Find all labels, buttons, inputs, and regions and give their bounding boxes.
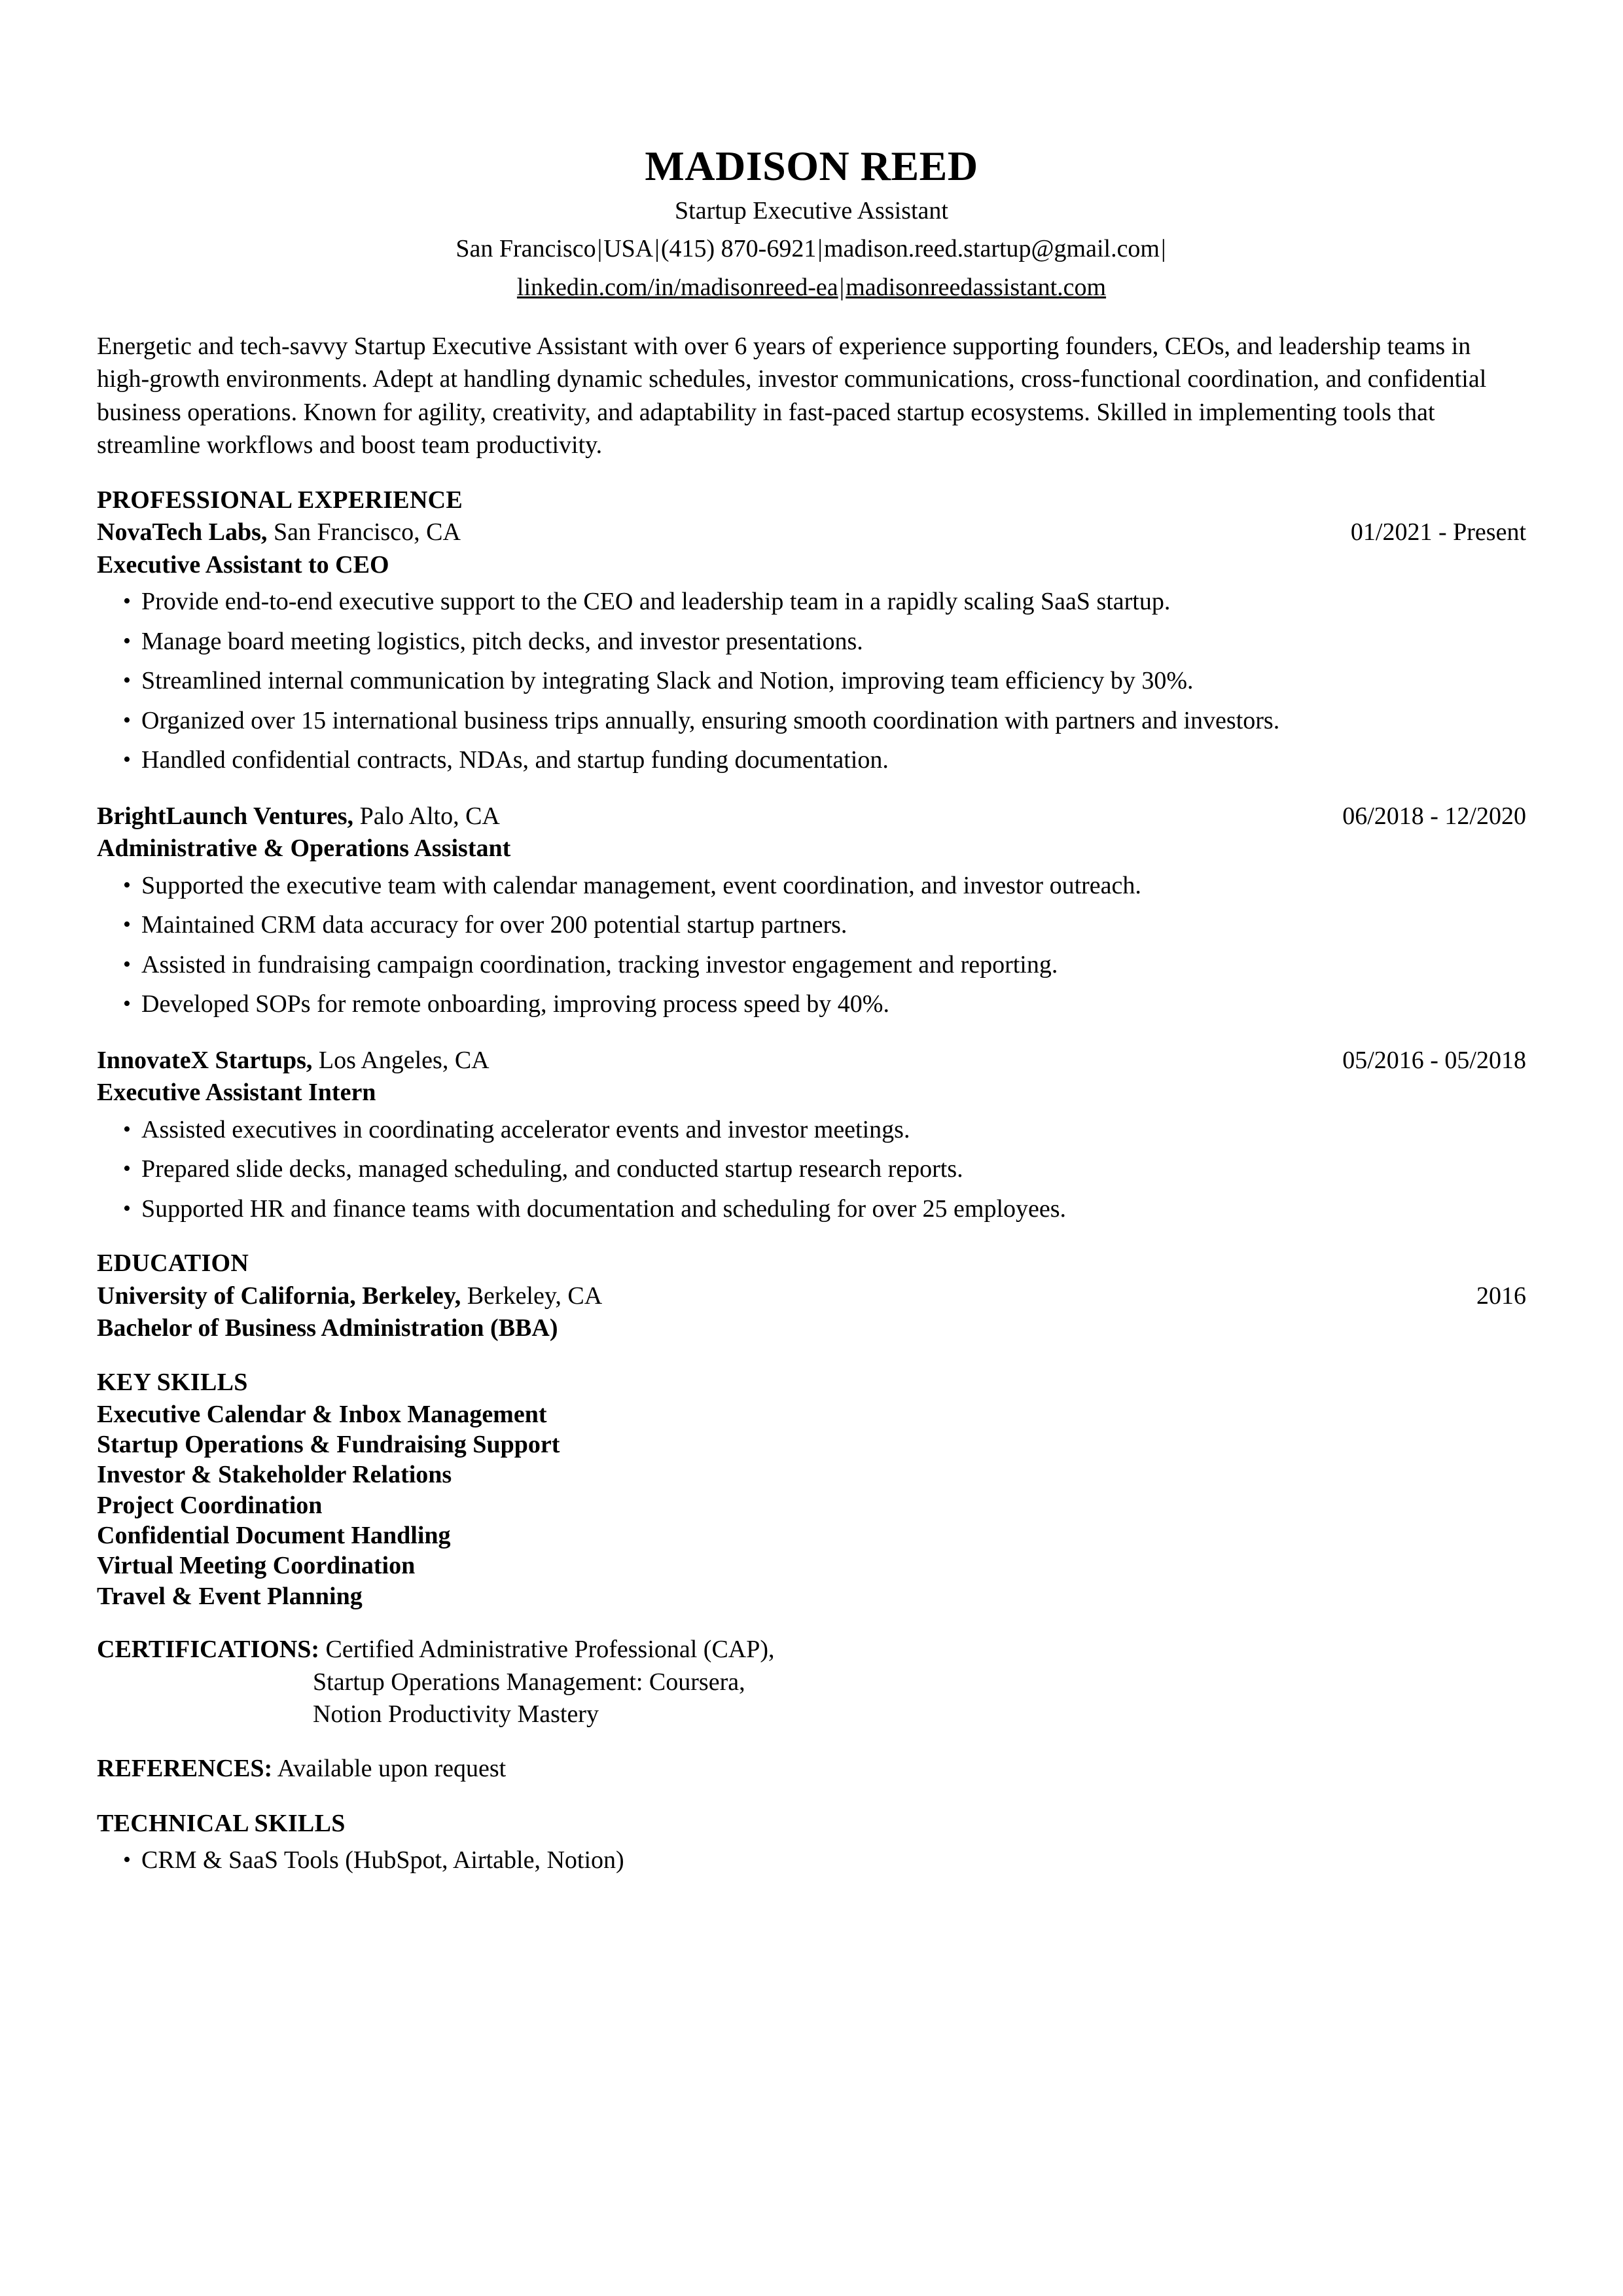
list-item: • Streamlined internal communication by integrating Slack and Notion, improving team efficiency by 30%.: [97, 664, 1526, 698]
professional-title: Startup Executive Assistant: [675, 197, 948, 225]
experience-role-title: Administrative & Operations Assistant: [97, 834, 511, 863]
contact-email[interactable]: madison.reed.startup@gmail.com: [823, 234, 1160, 262]
education-school-block: [97, 1280, 602, 1312]
key-skill-item: Virtual Meeting Coordination: [97, 1552, 416, 1580]
key-skill-item: Project Coordination: [97, 1491, 323, 1519]
contact-phone[interactable]: (415) 870-6921: [660, 234, 817, 262]
certifications-block: [97, 1634, 1526, 1731]
education-school-name: University of California, Berkeley,: [97, 1282, 461, 1310]
contact-country: USA: [603, 234, 654, 262]
certification-item: Certified Administrative Professional (CAP),: [325, 1636, 775, 1664]
experience-org-location: Los Angeles, CA: [318, 1046, 490, 1074]
professional-summary: Energetic and tech-savvy Startup Executive Assistant with over 6 years of experience supporting founders, CEOs, and leadership teams in high-growth environments. Adept at handling dynamic schedules, investor communications, cross-functional coordination, and confidential business operations. Known for agility, creativity, and adaptability in fast-paced startup ecosystems. Skilled in implementing tools that streamline workflows and boost team productivity.: [97, 332, 1487, 459]
key-skill-item: Confidential Document Handling: [97, 1522, 451, 1550]
list-item: • Assisted in fundraising campaign coordination, tracking investor engagement and reporting.: [97, 948, 1526, 982]
technical-skills-list: [97, 1844, 1526, 1877]
certification-item: Notion Productivity Mastery: [313, 1700, 599, 1728]
education-year: 2016: [1476, 1282, 1526, 1310]
list-item: • Organized over 15 international business trips annually, ensuring smooth coordination with partners and investors.: [97, 704, 1526, 738]
list-item: • Manage board meeting logistics, pitch decks, and investor presentations.: [97, 625, 1526, 658]
contact-line-links: [97, 272, 1526, 304]
section-heading-experience: PROFESSIONAL EXPERIENCE: [97, 486, 463, 514]
experience-entry: [97, 1045, 1526, 1225]
contact-separator: |: [597, 234, 603, 262]
linkedin-link[interactable]: linkedin.com/in/madisonreed-ea: [516, 274, 838, 302]
section-education: [97, 1247, 1526, 1344]
experience-org-name: BrightLaunch Ventures,: [97, 802, 354, 830]
experience-role-title: Executive Assistant to CEO: [97, 550, 389, 579]
references-label: REFERENCES:: [97, 1755, 273, 1783]
list-item: • Supported the executive team with calendar management, event coordination, and investor outreach.: [97, 869, 1526, 903]
list-item: • Developed SOPs for remote onboarding, improving process speed by 40%.: [97, 988, 1526, 1021]
experience-org-row: [97, 1045, 1526, 1077]
experience-org-block: [97, 1045, 490, 1077]
contact-separator: |: [1161, 234, 1166, 262]
experience-dates: 01/2021 - Present: [1350, 518, 1526, 547]
experience-org-block: [97, 800, 500, 833]
contact-city: San Francisco: [455, 234, 596, 262]
section-heading-technical-skills: TECHNICAL SKILLS: [97, 1809, 346, 1837]
list-item: • Maintained CRM data accuracy for over 200 potential startup partners.: [97, 908, 1526, 942]
experience-role-title: Executive Assistant Intern: [97, 1079, 376, 1107]
resume-header: [97, 144, 1526, 304]
experience-org-location: San Francisco, CA: [273, 518, 461, 547]
certifications-first-line: [97, 1634, 1526, 1666]
certifications-label: CERTIFICATIONS:: [97, 1636, 320, 1664]
key-skill-item: Travel & Event Planning: [97, 1582, 363, 1610]
list-item: • CRM & SaaS Tools (HubSpot, Airtable, Notion): [97, 1844, 1526, 1877]
key-skill-item: Investor & Stakeholder Relations: [97, 1461, 452, 1489]
education-degree: Bachelor of Business Administration (BBA): [97, 1314, 558, 1342]
experience-bullet-list: [97, 869, 1526, 1021]
experience-org-name: NovaTech Labs,: [97, 518, 268, 547]
references-value: Available upon request: [277, 1755, 507, 1783]
section-technical-skills: [97, 1808, 1526, 1877]
experience-org-location: Palo Alto, CA: [359, 802, 500, 830]
experience-dates: 06/2018 - 12/2020: [1342, 802, 1526, 830]
page-title: MADISON REED: [645, 143, 978, 189]
section-certifications: [97, 1634, 1526, 1731]
key-skill-item: Executive Calendar & Inbox Management: [97, 1400, 547, 1428]
list-item: • Handled confidential contracts, NDAs, and startup funding documentation.: [97, 744, 1526, 777]
education-school-row: [97, 1280, 1526, 1312]
list-item: • Assisted executives in coordinating accelerator events and investor meetings.: [97, 1113, 1526, 1147]
contact-line-primary: [97, 234, 1526, 265]
experience-dates: 05/2016 - 05/2018: [1342, 1046, 1526, 1074]
experience-entry: [97, 516, 1526, 776]
website-link[interactable]: madisonreedassistant.com: [846, 274, 1107, 302]
key-skill-item: Startup Operations & Fundraising Support: [97, 1431, 560, 1459]
section-professional-experience: [97, 484, 1526, 1225]
experience-entry: [97, 800, 1526, 1021]
education-school-location: Berkeley, CA: [467, 1282, 603, 1310]
references-block: [97, 1753, 1526, 1785]
experience-org-name: InnovateX Startups,: [97, 1046, 313, 1074]
experience-org-row: [97, 516, 1526, 548]
section-references: [97, 1753, 1526, 1785]
section-heading-education: EDUCATION: [97, 1249, 249, 1278]
section-key-skills: [97, 1367, 1526, 1611]
contact-separator: |: [839, 274, 845, 302]
list-item: • Provide end-to-end executive support to the CEO and leadership team in a rapidly scaling SaaS startup.: [97, 585, 1526, 619]
experience-bullet-list: [97, 1113, 1526, 1226]
contact-separator: |: [817, 234, 823, 262]
resume-content: [97, 0, 1526, 1877]
experience-org-row: [97, 800, 1526, 833]
experience-bullet-list: [97, 585, 1526, 777]
contact-separator: |: [654, 234, 660, 262]
experience-org-block: [97, 516, 461, 548]
list-item: • Supported HR and finance teams with documentation and scheduling for over 25 employees.: [97, 1193, 1526, 1226]
certification-item: Startup Operations Management: Coursera,: [313, 1668, 745, 1696]
section-heading-key-skills: KEY SKILLS: [97, 1369, 248, 1397]
list-item: • Prepared slide decks, managed scheduling, and conducted startup research reports.: [97, 1153, 1526, 1186]
